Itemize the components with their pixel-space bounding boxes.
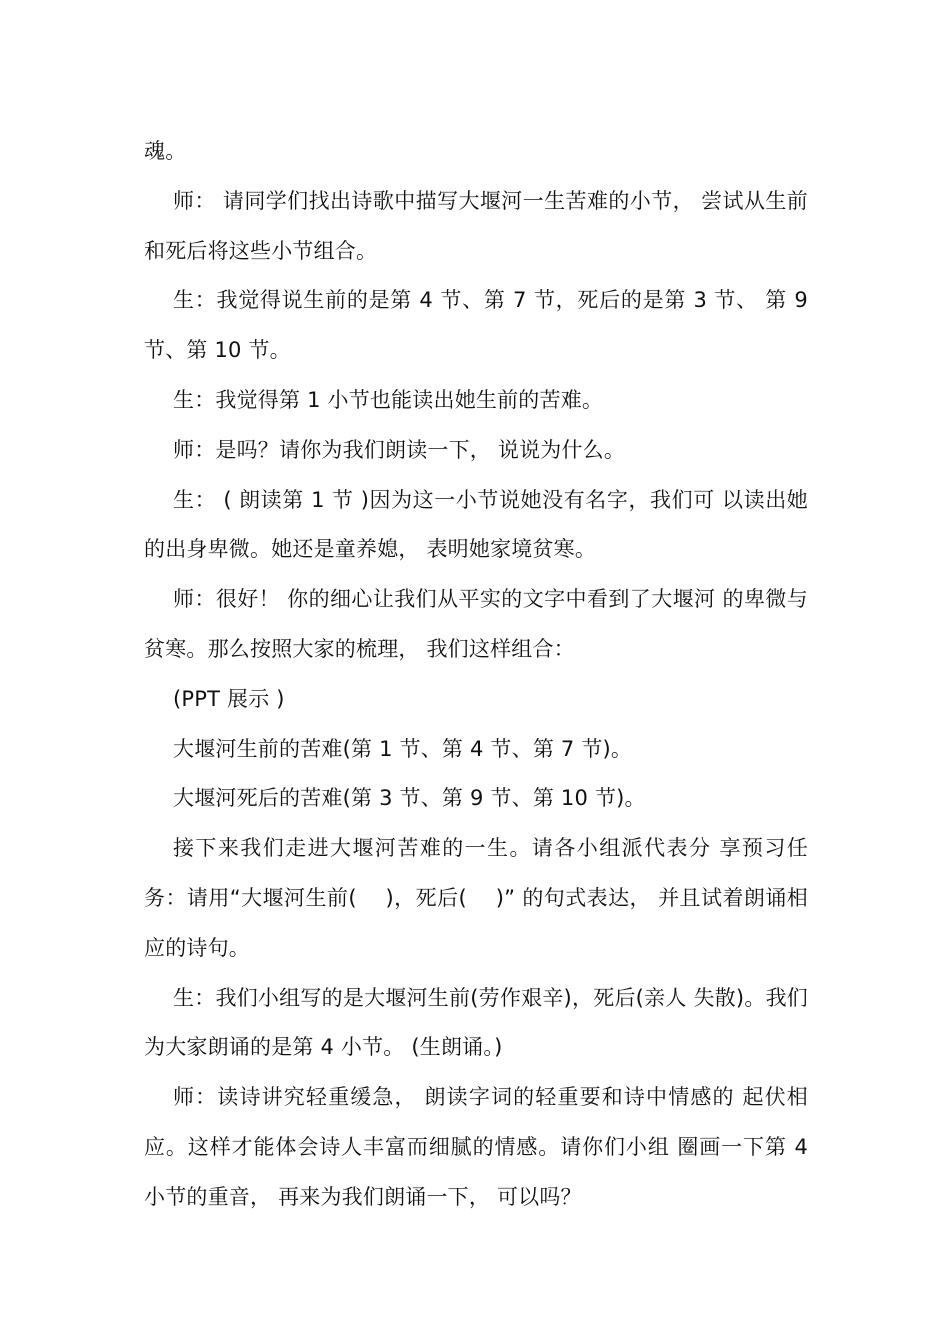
paragraph: 生：我觉得第 1 小节也能读出她生前的苦难。 [173,387,604,412]
paragraph: 大堰河死后的苦难(第 3 节、第 9 节、第 10 节)。 [173,786,646,811]
paragraph: 师： 请同学们找出诗歌中描写大堰河一生苦难的小节， 尝试从生前和死后将这些小节组合。 [144,188,808,263]
paragraph: 生：我们小组写的是大堰河生前(劳作艰辛)，死后(亲人 失散)。我们为大家朗诵的是第 4 小节。 (生朗诵。) [144,985,808,1060]
paragraph: 师：很好！ 你的细心让我们从平实的文字中看到了大堰河 的卑微与贫寒。那么按照大家的梳理， 我们这样组合： [144,587,808,661]
paragraph: 大堰河生前的苦难(第 1 节、第 4 节、第 7 节)。 [173,736,633,761]
paragraph: 师：是吗？请你为我们朗读一下， 说说为什么。 [173,437,626,462]
paragraph: 魂。 [144,139,187,163]
document-body [144,127,808,1223]
paragraph: 接下来我们走进大堰河苦难的一生。请各小组派代表分 享预习任务：请用“大堰河生前( )，死后( )” 的句式表达， 并且试着朗诵相应的诗句。 [144,836,808,960]
paragraph: 生：我觉得说生前的是第 4 节、第 7 节，死后的是第 3 节、 第 9 节、第 10 节。 [144,288,808,363]
paragraph: 生： ( 朗读第 1 节 )因为这一小节说她没有名字，我们可 以读出她的出身卑微。她还是童养媳， 表明她家境贫寒。 [144,487,808,562]
paragraph: (PPT 展示 ) [173,686,285,711]
paragraph: 师：读诗讲究轻重缓急， 朗读字词的轻重要和诗中情感的 起伏相应。这样才能体会诗人丰富而细腻的情感。请你们小组 圈画一下第 4 小节的重音， 再来为我们朗诵一下， 可以吗？ [144,1085,808,1209]
